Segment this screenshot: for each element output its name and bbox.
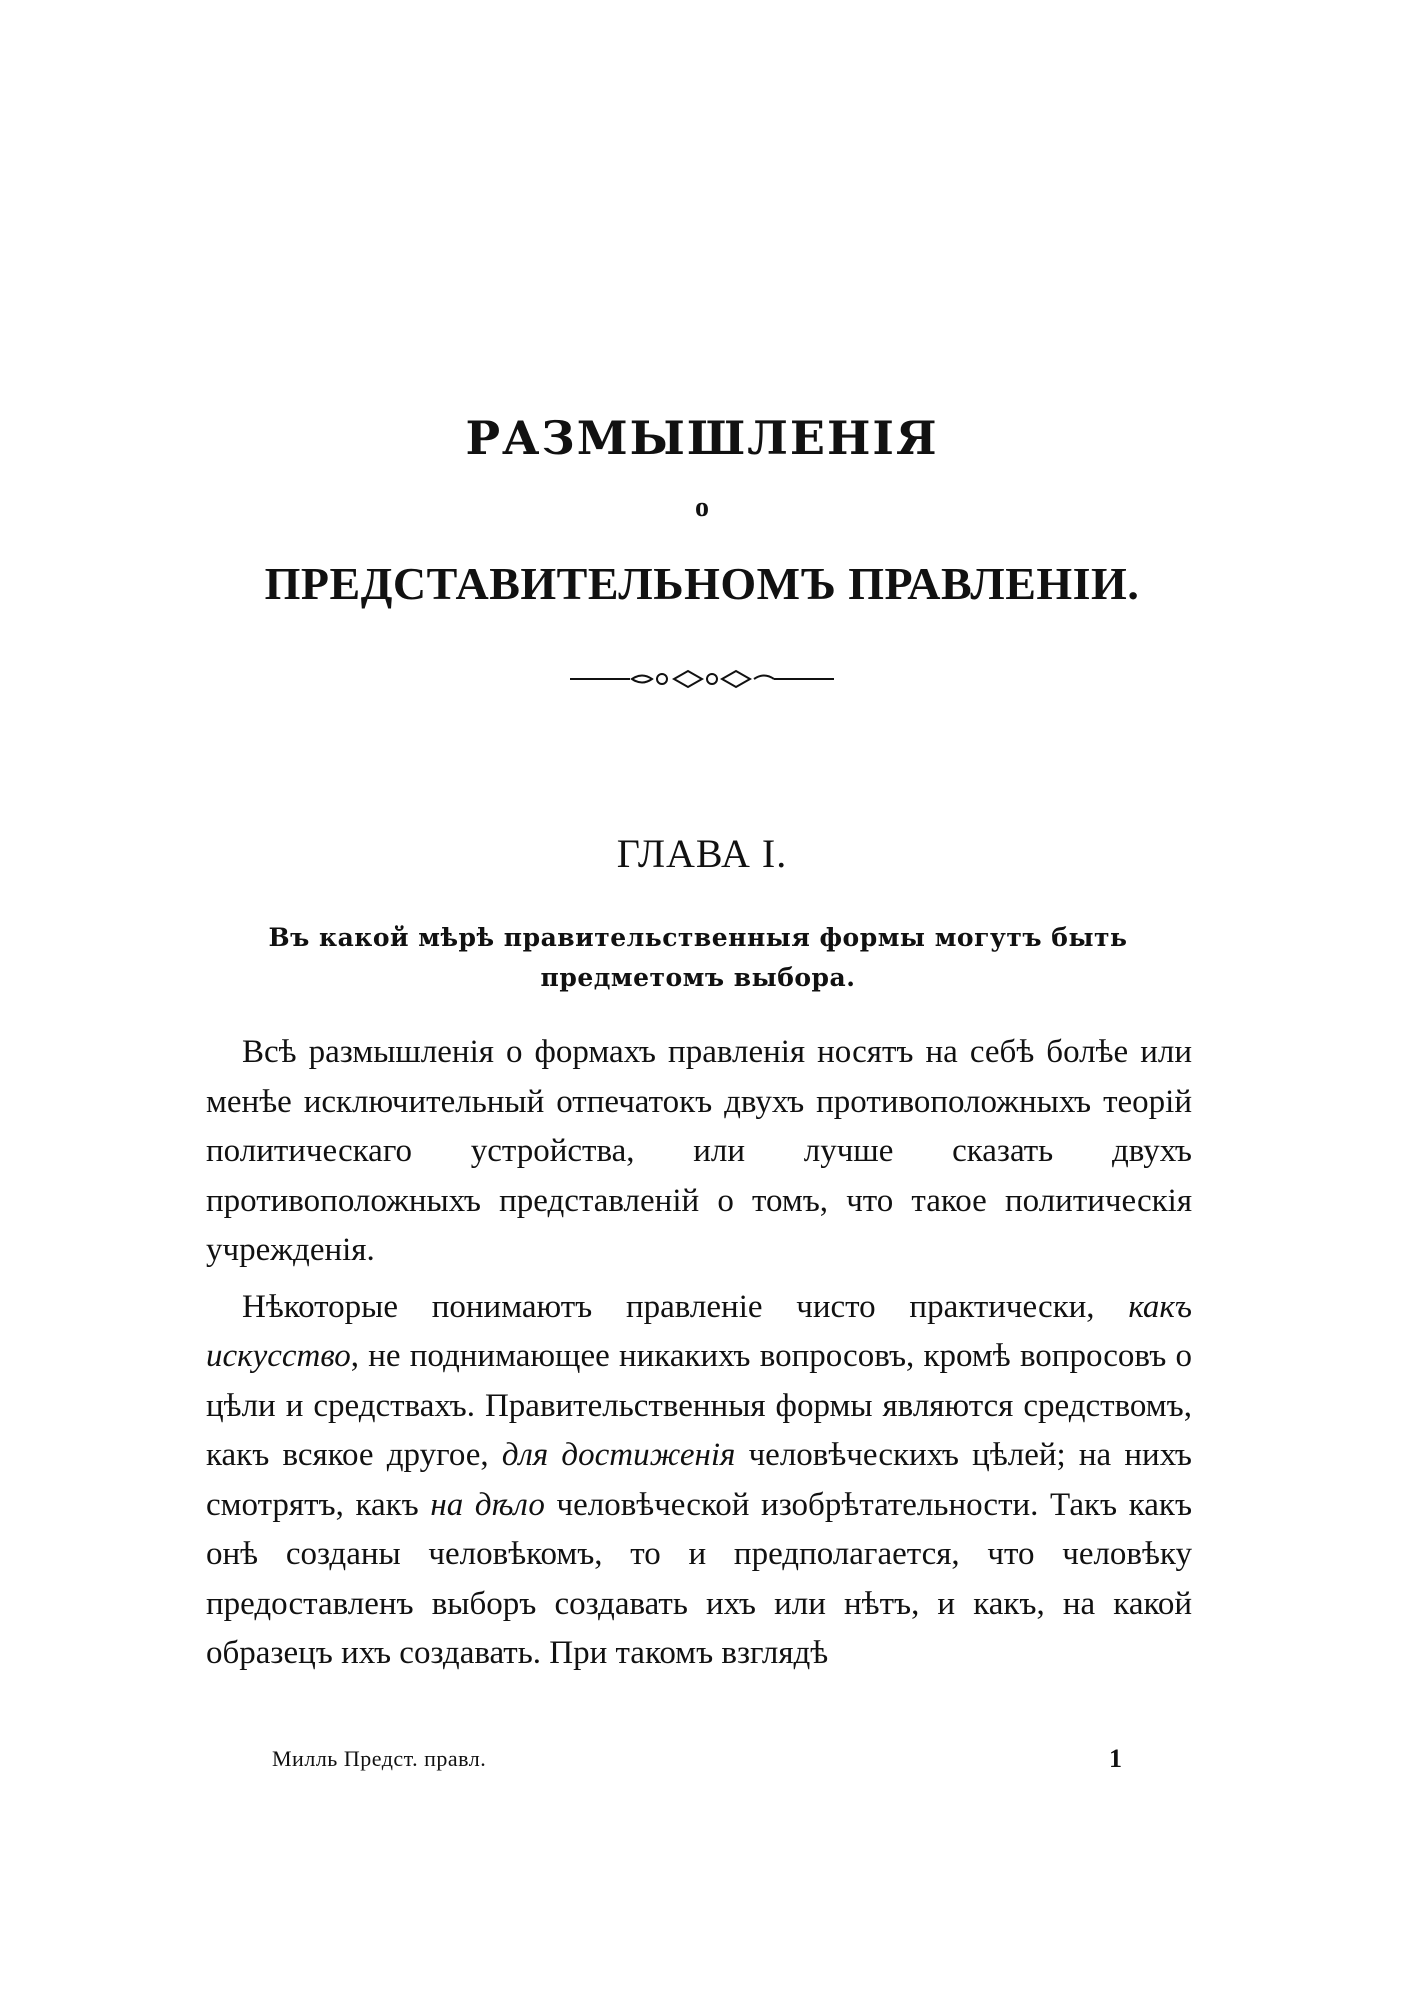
text-run: , не поднимающее никакихъ вопросовъ, кромѣ вопросовъ о цѣли и средствахъ. Правительственныя формы являются средствомъ, какъ всякое другое,	[206, 1338, 1192, 1473]
footer-signature: Милль Предст. правл.	[272, 1746, 487, 1771]
text-run: человѣческихъ цѣлей; на нихъ смотрятъ, какъ	[206, 1437, 1192, 1523]
text-run: Всѣ размышленія о формахъ правленія носятъ на себѣ болѣе или менѣе исключительный отпечатокъ двухъ противоположныхъ теорій политическаго устройства, или лучше сказать двухъ противоположныхъ представленій о томъ, что такое политическія учрежденія.	[206, 1034, 1192, 1268]
page-number: 1	[1109, 1744, 1122, 1773]
page-footer	[272, 1744, 1122, 1776]
italic-phrase: для достиженія	[501, 1437, 736, 1473]
chapter-subtitle: Въ какой мѣрѣ правительственныя формы могутъ быть предметомъ выбора.	[268, 923, 1128, 992]
title-connector: о	[695, 492, 709, 523]
title-sub: ПРЕДСТАВИТЕЛЬНОМЪ ПРАВЛЕНІИ.	[264, 558, 1140, 609]
title-main: РАЗМЫШЛЕНІЯ	[465, 411, 939, 465]
chapter-heading: ГЛАВА I.	[616, 831, 788, 876]
paragraph	[206, 1283, 1192, 1679]
body-text	[206, 1028, 1192, 1679]
italic-phrase: какъ искусство	[206, 1288, 1192, 1374]
paragraph	[206, 1028, 1192, 1276]
text-run: Нѣкоторые понимаютъ правленіе чисто практически,	[242, 1288, 1129, 1325]
text-run: человѣческой изобрѣтательности. Такъ какъ онѣ созданы человѣкомъ, то и предполагается, что человѣку предоставленъ выборъ создавать ихъ или нѣтъ, и какъ, на какой образецъ ихъ создавать. При такомъ взглядѣ	[206, 1486, 1193, 1671]
italic-phrase: на дѣло	[430, 1486, 545, 1523]
ornamental-divider-icon	[570, 664, 834, 694]
